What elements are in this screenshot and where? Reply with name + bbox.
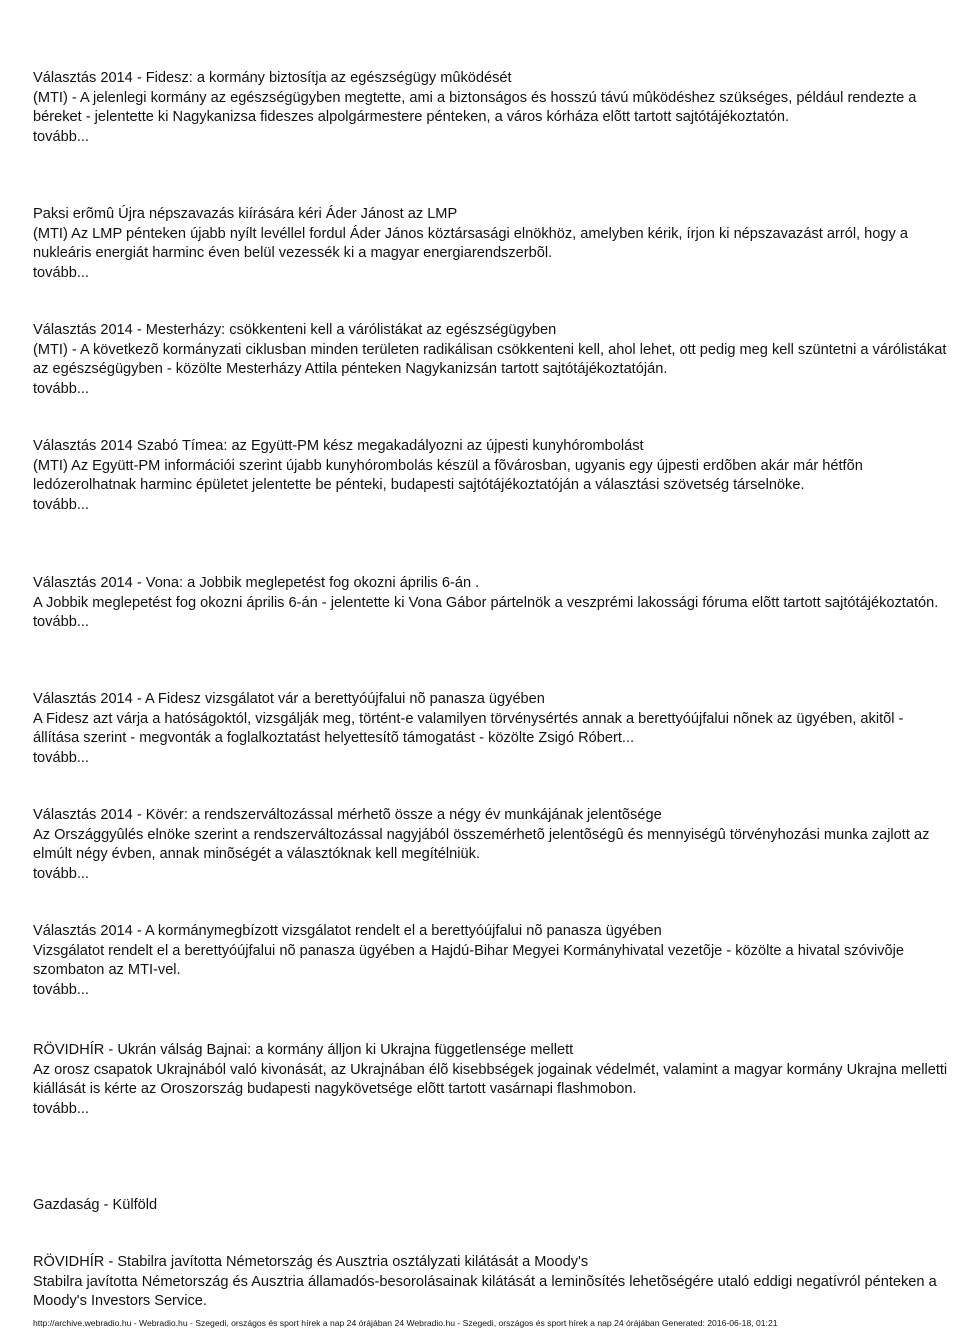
article-body: A Fidesz azt várja a hatóságoktól, vizsgálják meg, történt-e valamilyen törvénysértés annak a berettyóújfalui nõnek az ügyében, akitõl - állítása szerint - megvonták a foglalkoztatást helyettesítõ támogatást - közölte Zsigó Róbert... xyxy=(33,710,904,746)
article-title: RÖVIDHÍR - Stabilra javította Németország és Ausztria osztályzati kilátását a Moody's xyxy=(33,1254,589,1270)
read-more-link[interactable]: tovább... xyxy=(33,496,89,513)
article-body: Vizsgálatot rendelt el a berettyóújfalui nõ panasza ügyében a Hajdú-Bihar Megyei Kormányhivatal vezetõje - közölte a hivatal szóvivõje szombaton az MTI-vel. xyxy=(33,942,904,978)
footer-source: http://archive.webradio.hu - Webradio.hu - Szegedi, országos és sport hírek a nap 24 órájában xyxy=(33,1318,393,1328)
footer-page-number: 24 xyxy=(394,1318,405,1328)
section-heading: Gazdaság - Külföld xyxy=(33,1197,158,1213)
read-more-link[interactable]: tovább... xyxy=(33,1100,89,1117)
article-7 xyxy=(33,806,948,884)
article-body: Stabilra javította Németország és Ausztria államadós-besorolásainak kilátását a leminõsítés lehetõségére utaló eddigi negatívról pénteken a Moody's Investors Service. xyxy=(33,1273,937,1309)
article-6 xyxy=(33,690,948,768)
article-2 xyxy=(33,205,948,283)
article-title: Választás 2014 - A kormánymegbízott vizsgálatot rendelt el a berettyóújfalui nõ panasza ügyében xyxy=(33,923,662,939)
read-more-link[interactable]: tovább... xyxy=(33,380,89,397)
article-5 xyxy=(33,574,948,633)
article-3 xyxy=(33,321,948,399)
article-body: (MTI) - A következõ kormányzati ciklusban minden területen radikálisan csökkenteni kell, ahol lehet, ott pedig meg kell szüntetni a várólistákat az egészségügyben - közölte Mesterházy Attila pénteken Nagykanizsán tartott sajtótájékoztatóján. xyxy=(33,341,947,377)
article-title: Választás 2014 - Mesterházy: csökkenteni kell a várólistákat az egészségügyben xyxy=(33,322,557,338)
article-body: Az orosz csapatok Ukrajnából való kivonását, az Ukrajnában élõ kisebbségek jogainak védelmét, valamint a magyar kormány Ukrajna melletti kiállását is kérte az Oroszország budapesti nagykövetsége elõtt tartott vasárnapi flashmobon. xyxy=(33,1061,948,1097)
article-title: Választás 2014 - A Fidesz vizsgálatot vár a berettyóújfalui nõ panasza ügyében xyxy=(33,691,545,707)
read-more-link[interactable]: tovább... xyxy=(33,128,89,145)
footer-site: Webradio.hu - Szegedi, országos és sport hírek a nap 24 órájában xyxy=(406,1318,660,1328)
article-body: Az Országgyûlés elnöke szerint a rendszerváltozással nagyjából összemérhetõ jelentõségû és mennyiségû törvényhozási munka zajlott az elmúlt négy évben, annak minõségét a választóknak kell megítélniük. xyxy=(33,826,930,862)
article-title: RÖVIDHÍR - Ukrán válság Bajnai: a kormány álljon ki Ukrajna függetlensége mellett xyxy=(33,1042,574,1058)
read-more-link[interactable]: tovább... xyxy=(33,865,89,882)
article-title: Választás 2014 - Vona: a Jobbik meglepetést fog okozni április 6-án . xyxy=(33,575,480,591)
article-10 xyxy=(33,1253,948,1312)
article-title: Választás 2014 Szabó Tímea: az Együtt-PM kész megakadályozni az újpesti kunyhórombolást xyxy=(33,438,644,454)
article-title: Választás 2014 - Fidesz: a kormány biztosítja az egészségügy mûködését xyxy=(33,70,512,86)
article-8 xyxy=(33,922,948,1000)
read-more-link[interactable]: tovább... xyxy=(33,614,89,630)
article-9 xyxy=(33,1041,948,1119)
read-more-link[interactable]: tovább... xyxy=(33,981,89,998)
article-body: (MTI) Az Együtt-PM információi szerint újabb kunyhórombolás készül a fõvárosban, ugyanis egy újpesti erdõben akár már hétfõn ledózerolhatnak harminc épületet jelentette be pénteki, budapesti sajtótájékoztatóján a választási szövetség társelnöke. xyxy=(33,457,863,493)
read-more-link[interactable]: tovább... xyxy=(33,749,89,766)
read-more-link[interactable]: tovább... xyxy=(33,264,89,281)
article-1 xyxy=(33,69,948,147)
article-title: Választás 2014 - Kövér: a rendszerváltozással mérhetõ össze a négy év munkájának jelentõsége xyxy=(33,807,662,823)
article-body: (MTI) Az LMP pénteken újabb nyílt levéllel fordul Áder János köztársasági elnökhöz, amelyben kérik, írjon ki népszavazást arról, hogy a nukleáris energiát harminc éven belül vezessék ki a magyar energiarendszerbõl. xyxy=(33,225,908,261)
article-title: Paksi erõmû Újra népszavazás kiírására kéri Áder Jánost az LMP xyxy=(33,206,458,222)
article-body: A Jobbik meglepetést fog okozni április 6-án - jelentette ki Vona Gábor pártelnök a veszprémi lakossági fóruma elõtt tartott sajtótájékoztatón. xyxy=(33,594,939,611)
article-body: (MTI) - A jelenlegi kormány az egészségügyben megtette, ami a biztonságos és hosszú távú mûködéshez szükséges, például rendezte a béreket - jelentette ki Nagykanizsa fideszes alpolgármestere pénteken, a város kórháza elõtt tartott sajtótájékoztatón. xyxy=(33,89,917,125)
footer-generated: Generated: 2016-06-18, 01:21 xyxy=(661,1318,778,1328)
page-footer xyxy=(33,1318,933,1329)
article-4 xyxy=(33,437,948,515)
